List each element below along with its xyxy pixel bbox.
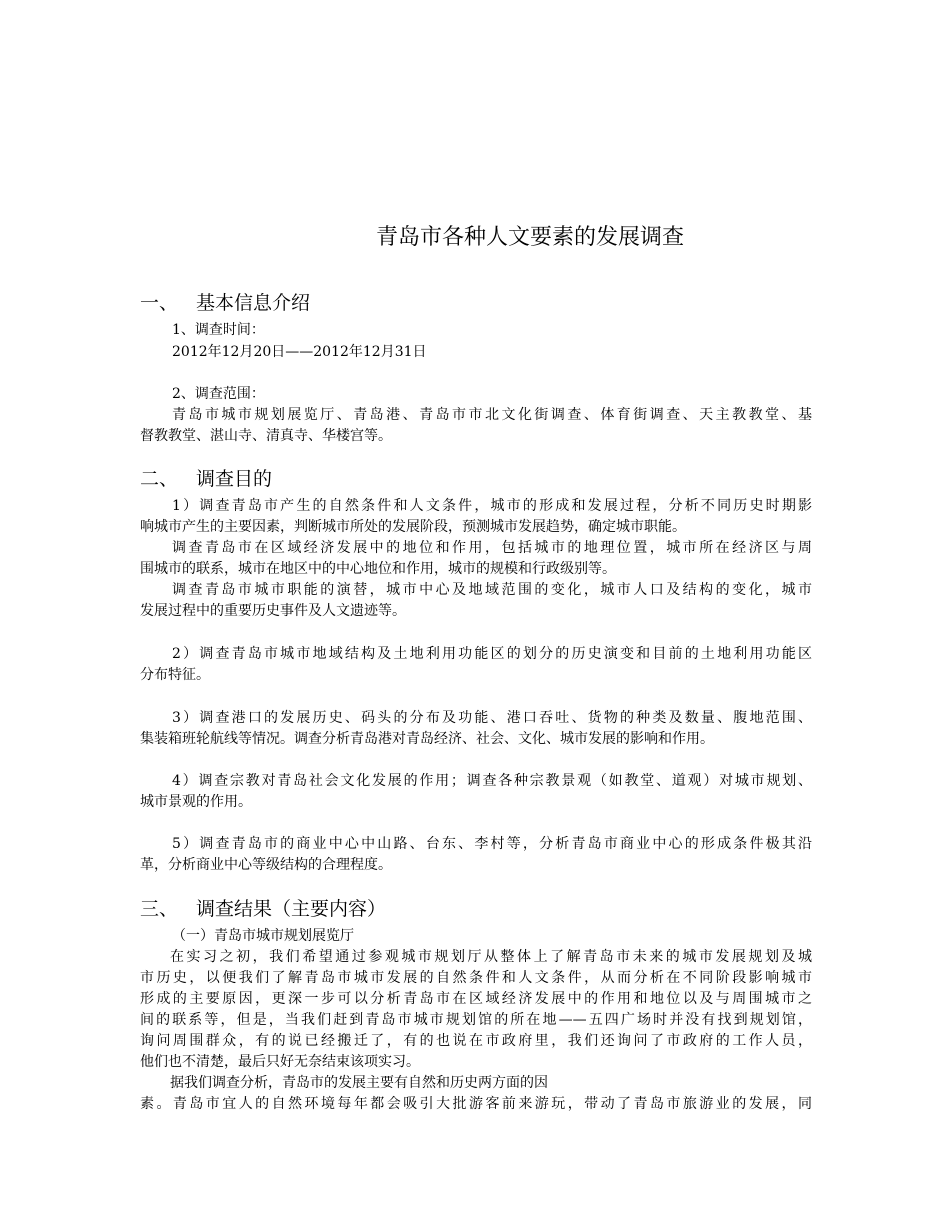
paragraph-line: 据我们调查分析，青岛市的发展主要有自然和历史两方面的因 (170, 1075, 548, 1091)
paragraph-line: 4）调查宗教对青岛社会文化发展的作用；调查各种宗教景观（如教堂、道观）对城市规划、 (172, 773, 812, 789)
section-number: 二、 (140, 468, 179, 490)
paragraph-line: 2）调查青岛市城市地域结构及土地利用功能区的划分的历史演变和目前的土地利用功能区 (172, 646, 812, 662)
section-heading-1 (140, 288, 310, 315)
paragraph-line: 市历史，以便我们了解青岛市城市发展的自然条件和人文条件，从而分析在不同阶段影响城市 (140, 970, 812, 986)
section-number: 三、 (140, 898, 179, 920)
paragraph-line: 2、调查范围： (172, 386, 265, 402)
paragraph-line: 他们也不清楚，最后只好无奈结束该项实习。 (140, 1054, 420, 1070)
paragraph-line: 发展过程中的重要历史事件及人文遗迹等。 (140, 603, 406, 619)
paragraph-line: 集装箱班轮航线等情况。调查分析青岛港对青岛经济、社会、文化、城市发展的影响和作用。 (140, 731, 714, 747)
paragraph-line: 青岛市城市规划展览厅、青岛港、青岛市市北文化街调查、体育街调查、天主教教堂、基 (172, 407, 812, 423)
paragraph-line: 5）调查青岛市的商业中心中山路、台东、李村等，分析青岛市商业中心的形成条件极其沿 (172, 836, 812, 852)
section-heading-3 (140, 894, 386, 921)
paragraph-line: 询问周围群众，有的说已经搬迁了，有的也说在市政府里，我们还询问了市政府的工作人员， (140, 1033, 812, 1049)
paragraph-line: 素。青岛市宜人的自然环境每年都会吸引大批游客前来游玩，带动了青岛市旅游业的发展，同 (140, 1096, 812, 1112)
paragraph-line: 响城市产生的主要因素，判断城市所处的发展阶段，预测城市发展趋势，确定城市职能。 (140, 519, 686, 535)
section-title: 调查结果（主要内容） (196, 898, 387, 920)
paragraph-line: 围城市的联系，城市在地区中的中心地位和作用，城市的规模和行政级别等。 (140, 561, 616, 577)
paragraph-line: 2012年12月20日——2012年12月31日 (172, 344, 427, 360)
paragraph-line: 分布特征。 (140, 667, 210, 683)
paragraph-line: 调查青岛市在区域经济发展中的地位和作用，包括城市的地理位置，城市所在经济区与周 (172, 540, 812, 556)
paragraph-line: 在实习之初，我们希望通过参观城市规划厅从整体上了解青岛市未来的城市发展规划及城 (170, 949, 812, 965)
paragraph-line: 1、调查时间： (172, 322, 265, 338)
paragraph-line: 1）调查青岛市产生的自然条件和人文条件，城市的形成和发展过程，分析不同历史时期影 (172, 498, 812, 514)
paragraph-line: 形成的主要原因，更深一步可以分析青岛市在区域经济发展中的作用和地位以及与周围城市之 (140, 991, 812, 1007)
section-title: 调查目的 (196, 468, 273, 490)
section-number: 一、 (140, 292, 179, 314)
paragraph-line: 督教教堂、湛山寺、清真寺、华楼宫等。 (140, 428, 392, 444)
paragraph-line: 调查青岛市城市职能的演替，城市中心及地域范围的变化，城市人口及结构的变化，城市 (172, 582, 812, 598)
paragraph-line: 3）调查港口的发展历史、码头的分布及功能、港口吞吐、货物的种类及数量、腹地范围、 (172, 710, 812, 726)
subsection-heading: （一）青岛市城市规划展览厅 (172, 928, 354, 944)
document-title: 青岛市各种人文要素的发展调查 (375, 225, 684, 250)
paragraph-line: 城市景观的作用。 (140, 794, 252, 810)
section-title: 基本信息介绍 (196, 292, 311, 314)
paragraph-line: 革，分析商业中心等级结构的合理程度。 (140, 857, 392, 873)
section-heading-2 (140, 464, 272, 491)
paragraph-line: 间的联系等，但是，当我们赶到青岛市城市规划馆的所在地——五四广场时并没有找到规划馆， (140, 1012, 812, 1028)
